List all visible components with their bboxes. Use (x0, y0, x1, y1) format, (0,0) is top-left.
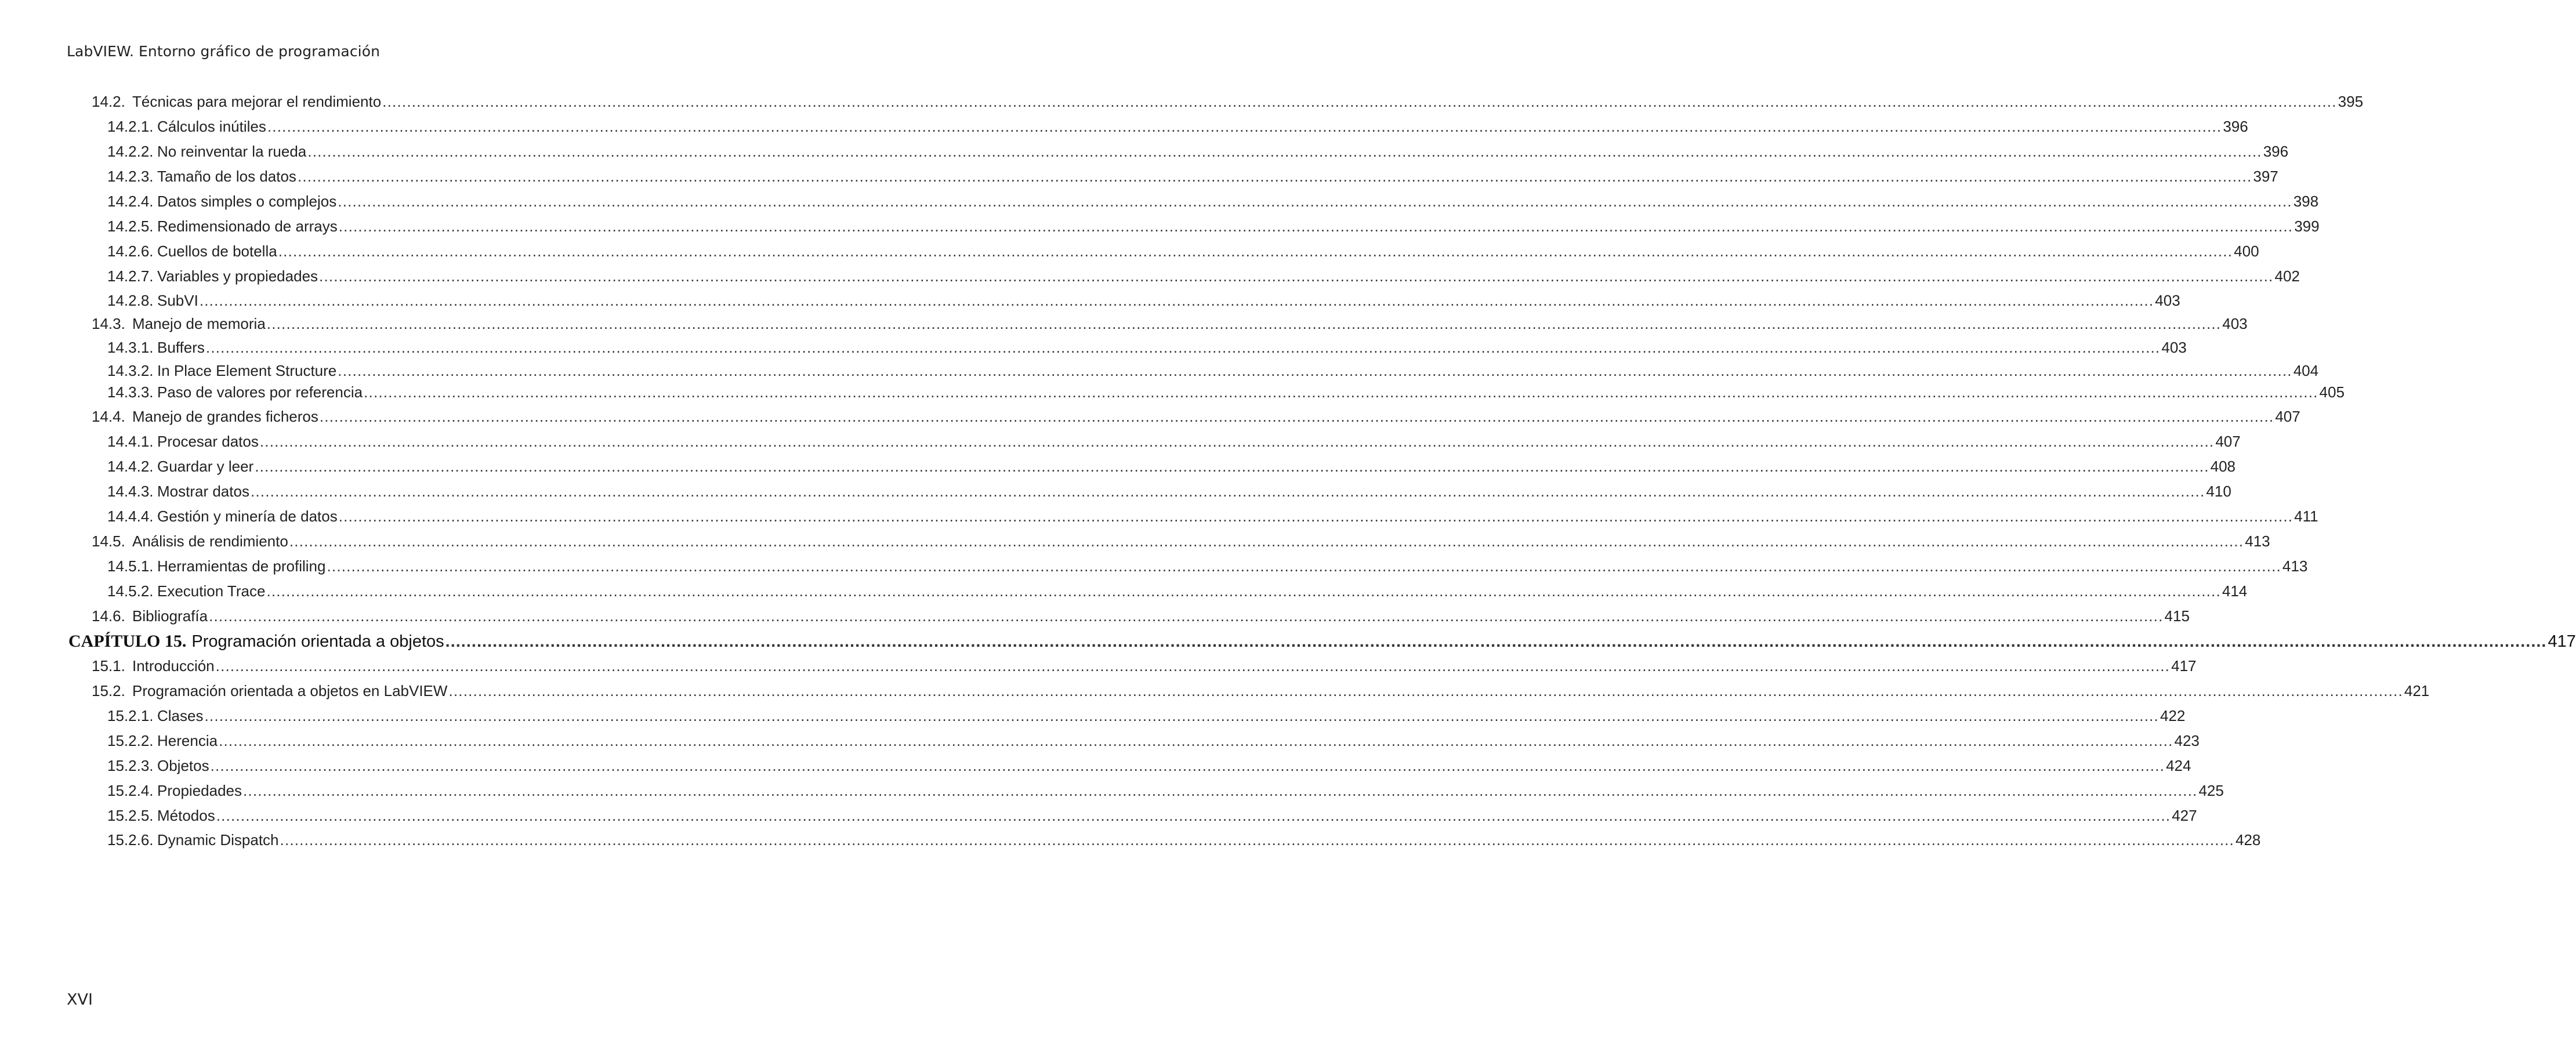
toc-leader-dots: ................................................................................................................................................................................................................................................................................................................................................................................................................ (259, 433, 2215, 450)
toc-entry (92, 93, 2364, 111)
toc-entry-title: Manejo de memoria (132, 315, 266, 332)
toc-entry-number: 14.4.3. (107, 483, 154, 500)
toc-entry-number: 14.4.1. (107, 433, 154, 450)
toc-entry (92, 657, 2197, 675)
toc-entry-page: 427 (2172, 807, 2197, 824)
toc-entry-title: Variables y propiedades (157, 267, 318, 285)
toc-entry-number: 14.5. (92, 532, 125, 550)
toc-entry-page: 421 (2404, 682, 2430, 700)
toc-entry-number: 14.4. (92, 408, 125, 425)
toc-entry (92, 682, 2430, 700)
toc-entry-page: 428 (2235, 831, 2261, 849)
toc-entry-number: 14.3.1. (107, 339, 154, 356)
toc-leader-dots: ................................................................................................................................................................................................................................................................................................................................................................................................................ (297, 168, 2252, 185)
toc-entry-page: 425 (2198, 782, 2224, 799)
toc-entry (107, 807, 2197, 825)
toc-entry-page: 413 (2245, 532, 2270, 550)
toc-entry-page: 396 (2223, 118, 2248, 135)
toc-entry-title: Programación orientada a objetos en LabVIEW (132, 682, 448, 700)
toc-entry-number: 14.4.4. (107, 508, 154, 525)
toc-leader-dots: ................................................................................................................................................................................................................................................................................................................................................................................................................ (307, 143, 2262, 160)
toc-entry (107, 483, 2231, 501)
toc-entry-title: Gestión y minería de datos (157, 508, 338, 525)
toc-entry (92, 532, 2270, 550)
toc-entry-title: Redimensionado de arrays (157, 218, 338, 235)
toc-leader-dots: ................................................................................................................................................................................................................................................................................................................................................................................................................ (267, 118, 2222, 135)
toc-entry (92, 408, 2300, 426)
toc-entry-title: Cálculos inútiles (157, 118, 266, 135)
toc-entry (107, 831, 2261, 849)
toc-entry-page: 407 (2275, 408, 2300, 425)
toc-entry-number: 15.2.5. (107, 807, 154, 824)
toc-entry-page: 408 (2210, 458, 2236, 475)
toc-entry-page: 417 (2171, 657, 2197, 675)
toc-entry-number: 15.2.2. (107, 732, 154, 749)
toc-entry (107, 557, 2308, 575)
toc-leader-dots: ................................................................................................................................................................................................................................................................................................................................................................................................................ (243, 782, 2198, 799)
toc-entry (107, 433, 2241, 451)
toc-entry (107, 339, 2187, 357)
toc-entry-title: Manejo de grandes ficheros (132, 408, 318, 425)
toc-entry-page: 403 (2222, 315, 2248, 332)
toc-entry-title: Objetos (157, 757, 209, 774)
toc-entry-page: 410 (2206, 483, 2231, 500)
toc-leader-dots: ................................................................................................................................................................................................................................................................................................................................................................................................................ (215, 657, 2171, 675)
toc-entry-number: 14.2.1. (107, 118, 154, 135)
toc-leader-dots: ................................................................................................................................................................................................................................................................................................................................................................................................................ (338, 218, 2294, 235)
toc-entry-page: 400 (2234, 242, 2259, 260)
toc-entry (107, 218, 2320, 235)
toc-entry-number: 15.2.3. (107, 757, 154, 774)
toc-entry-number: 14.5.1. (107, 557, 154, 575)
toc-entry-title: Procesar datos (157, 433, 259, 450)
toc-entry-number: 14.2.8. (107, 292, 154, 309)
toc-entry-title: Técnicas para mejorar el rendimiento (132, 93, 382, 110)
toc-leader-dots: ................................................................................................................................................................................................................................................................................................................................................................................................................ (319, 408, 2274, 425)
toc-entry-page: 396 (2263, 143, 2289, 160)
toc-entry-title: Programación orientada a objetos (191, 632, 444, 651)
toc-entry-page: 415 (2164, 607, 2190, 625)
toc-entry-number: 14.3.2. (107, 362, 154, 379)
toc-entry-page: 413 (2282, 557, 2308, 575)
toc-leader-dots: ................................................................................................................................................................................................................................................................................................................................................................................................................ (266, 315, 2222, 332)
toc-entry (92, 607, 2190, 625)
toc-entry-title: No reinventar la rueda (157, 143, 307, 160)
toc-entry (107, 383, 2345, 401)
toc-leader-dots: ................................................................................................................................................................................................................................................................................................................................................................................................................ (205, 339, 2161, 356)
toc-entry (107, 242, 2259, 260)
toc-entry-number: 14.2.3. (107, 168, 154, 185)
toc-entry (92, 315, 2248, 333)
toc-entry-number: 15.2.4. (107, 782, 154, 799)
toc-entry-title: Execution Trace (157, 582, 266, 600)
toc-entry-number: 14.6. (92, 607, 125, 625)
toc-leader-dots: ................................................................................................................................................................................................................................................................................................................................................................................................................ (289, 532, 2244, 550)
toc-entry (107, 582, 2248, 600)
toc-leader-dots: ................................................................................................................................................................................................................................................................................................................................................................................................................ (448, 682, 2403, 700)
toc-entry (107, 707, 2186, 725)
toc-entry-number: 14.2.7. (107, 267, 154, 285)
toc-entry (107, 732, 2200, 750)
toc-entry-page: 403 (2161, 339, 2187, 356)
toc-entry-title: Guardar y leer (157, 458, 254, 475)
toc-entry-title: Bibliografía (132, 607, 208, 625)
toc-leader-dots: ................................................................................................................................................................................................................................................................................................................................................................................................................ (266, 582, 2221, 600)
toc-entry-number: 14.5.2. (107, 582, 154, 600)
toc-entry-number: 14.3. (92, 315, 125, 332)
toc-entry-number: 15.2. (92, 682, 125, 700)
toc-entry-number: 14.2.6. (107, 242, 154, 260)
toc-entry-page: 395 (2338, 93, 2364, 110)
toc-leader-dots: ................................................................................................................................................................................................................................................................................................................................................................................................................ (338, 193, 2292, 210)
toc-leader-dots: ................................................................................................................................................................................................................................................................................................................................................................................................................ (319, 267, 2274, 285)
toc-entry-page: 407 (2215, 433, 2241, 450)
toc-entry-page: 411 (2294, 508, 2318, 525)
toc-entry-page: 417 (2548, 632, 2576, 651)
toc-entry-title: Buffers (157, 339, 205, 356)
toc-entry-title: Herencia (157, 732, 218, 749)
toc-entry-title: Dynamic Dispatch (157, 831, 279, 849)
toc-entry-title: Métodos (157, 807, 215, 824)
toc-entry-page: 414 (2222, 582, 2248, 600)
toc-leader-dots: ................................................................................................................................................................................................................................................................................................................................................................................................................ (338, 362, 2292, 379)
toc-entry-title: SubVI (157, 292, 198, 309)
toc-entry (107, 292, 2180, 310)
toc-entry-title: Introducción (132, 657, 215, 675)
toc-entry-page: 405 (2319, 383, 2345, 401)
toc-leader-dots: ................................................................................................................................................................................................................................................................................................................................................................................................................ (327, 557, 2281, 575)
toc-leader-dots: ................................................................................................................................................................................................................................................................................................................................................................................................................ (382, 93, 2337, 110)
toc-entry-page: 402 (2274, 267, 2300, 285)
toc-leader-dots: ................................................................................................................................................................................................................................................................................................................................................................................................................ (204, 707, 2159, 724)
running-header: LabVIEW. Entorno gráfico de programación (67, 43, 381, 60)
toc-leader-dots: ................................................................................................................................................................................................................................................................................................................................................................................................................ (216, 807, 2171, 824)
toc-entry-page: 398 (2293, 193, 2319, 210)
toc-entry (107, 193, 2319, 211)
toc-leader-dots: ................................................................................................................................................................................................................................................................................................................................................................................................................ (250, 483, 2205, 500)
toc-entry (107, 458, 2236, 476)
toc-entry-number: 15.2.6. (107, 831, 154, 849)
toc-entry-title: Clases (157, 707, 204, 724)
toc-entry-page: 403 (2155, 292, 2180, 309)
toc-entry (107, 757, 2191, 775)
toc-leader-dots: ................................................................................................................................................................................................................................................................................................................................................................................................................ (199, 292, 2154, 309)
toc-leader-dots: ................................................................................................................................................................................................................................................................................................................................................................................................................ (280, 831, 2234, 849)
toc-entry (107, 782, 2224, 800)
toc-entry-title: Herramientas de profiling (157, 557, 326, 575)
toc-leader-dots: ................................................................................................................................................................................................................................................................................................................................................................................................................ (209, 607, 2164, 625)
toc-leader-dots: ................................................................................................................................................................................................................................................................................................................................................................................................................ (210, 757, 2165, 774)
toc-leader-dots: ................................................................................................................................................................................................................................................................................................................................................................................................................ (255, 458, 2209, 475)
toc-entry-number: 14.3.3. (107, 383, 154, 401)
toc-entry (107, 143, 2289, 161)
toc-leader-dots: ................................................................................................................................................................................................................................................................................................................................................................................................................ (445, 632, 2547, 651)
toc-entry-title: Propiedades (157, 782, 242, 799)
toc-leader-dots: ................................................................................................................................................................................................................................................................................................................................................................................................................ (219, 732, 2173, 749)
toc-entry-page: 422 (2160, 707, 2186, 724)
toc-entry-number: 15.1. (92, 657, 125, 675)
page-number: XVI (67, 991, 93, 1009)
toc-entry-number: 14.2.4. (107, 193, 154, 210)
toc-entry-title: Datos simples o complejos (157, 193, 337, 210)
toc-leader-dots: ................................................................................................................................................................................................................................................................................................................................................................................................................ (364, 383, 2318, 401)
toc-entry-page: 397 (2253, 168, 2278, 185)
toc-entry-number: 14.4.2. (107, 458, 154, 475)
toc-entry-number: 14.2. (92, 93, 125, 110)
toc-chapter-label: CAPÍTULO 15. (68, 632, 187, 651)
toc-entry-number: 15.2.1. (107, 707, 154, 724)
toc-entry-title: Cuellos de botella (157, 242, 277, 260)
toc-leader-dots: ................................................................................................................................................................................................................................................................................................................................................................................................................ (278, 242, 2233, 260)
toc-entry-title: Paso de valores por referencia (157, 383, 363, 401)
toc-entry (107, 267, 2300, 285)
toc-entry (107, 168, 2278, 186)
toc-entry-number: 14.2.2. (107, 143, 154, 160)
toc-entry-title: In Place Element Structure (157, 362, 337, 379)
toc-entry (107, 118, 2248, 136)
toc-entry (107, 508, 2318, 526)
toc-entry-page: 404 (2293, 362, 2319, 379)
toc-entry (107, 362, 2319, 380)
toc-entry-page: 399 (2294, 218, 2320, 235)
toc-entry-page: 424 (2166, 757, 2191, 774)
toc-entry-page: 423 (2174, 732, 2200, 749)
toc-entry-title: Tamaño de los datos (157, 168, 296, 185)
toc-entry-title: Análisis de rendimiento (132, 532, 288, 550)
toc-chapter-entry (68, 632, 2576, 651)
toc-entry-number: 14.2.5. (107, 218, 154, 235)
toc-leader-dots: ................................................................................................................................................................................................................................................................................................................................................................................................................ (338, 508, 2294, 525)
toc-entry-title: Mostrar datos (157, 483, 249, 500)
